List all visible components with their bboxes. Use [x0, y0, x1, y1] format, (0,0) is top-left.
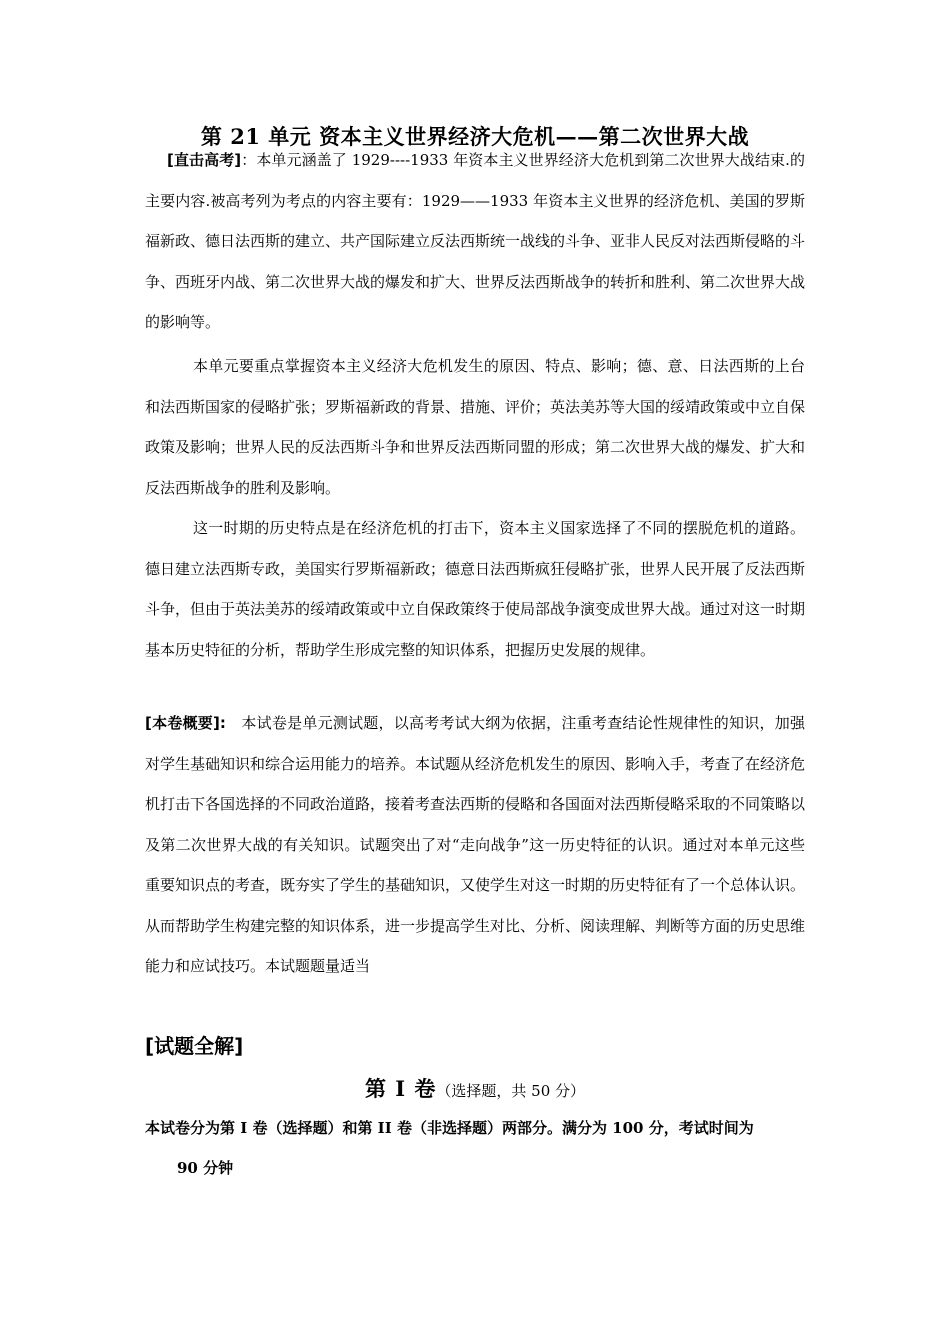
intro-paragraph	[145, 140, 805, 343]
instruction-line-1: 本试卷分为第 I 卷（选择题）和第 II 卷（非选择题）两部分。满分为 100 分，考试时间为	[145, 1119, 754, 1137]
overview-paragraph	[145, 703, 805, 987]
overview-tag: [本卷概要]:	[145, 714, 226, 732]
key-points-paragraph: 本单元要重点掌握资本主义经济大危机发生的原因、特点、影响；德、意、日法西斯的上台和法西斯国家的侵略扩张；罗斯福新政的背景、措施、评价；英法美苏等大国的绥靖政策或中立自保政策及影响；世界人民的反法西斯斗争和世界反法西斯同盟的形成；第二次世界大战的爆发、扩大和反法西斯战争的胜利及影响。	[145, 357, 806, 497]
part-title: 第 I 卷	[364, 1076, 437, 1101]
overview-text: 本试卷是单元测试题，以高考考试大纲为依据，注重考查结论性规律性的知识，加强对学生基础知识和综合运用能力的培养。本试题从经济危机发生的原因、影响入手，考查了在经济危机打击下各国选择的不同政治道路，接着考查法西斯的侵略和各国面对法西斯侵略采取的不同策略以及第二次世界大战的有关知识。试题突出了对“走向战争”这一历史特征的认识。通过对本单元这些重要知识点的考查，既夯实了学生的基础知识，又使学生对这一时期的历史特征有了一个总体认识。从而帮助学生构建完整的知识体系，进一步提高学生对比、分析、阅读理解、判断等方面的历史思维能力和应试技巧。本试题题量适当	[145, 714, 806, 975]
intro-tag: [直击高考]	[167, 151, 242, 169]
exam-instruction	[145, 1108, 815, 1188]
historical-features-paragraph: 这一时期的历史特点是在经济危机的打击下，资本主义国家选择了不同的摆脱危机的道路。德日建立法西斯专政，美国实行罗斯福新政；德意日法西斯疯狂侵略扩张，世界人民开展了反法西斯斗争，但由于英法美苏的绥靖政策或中立自保政策终于使局部战争演变成世界大战。通过对这一时期基本历史特征的分析，帮助学生形成完整的知识体系，把握历史发展的规律。	[145, 519, 806, 659]
document-title: 第 21 单元 资本主义世界经济大危机——第二次世界大战	[200, 124, 750, 149]
part-heading	[0, 1073, 950, 1103]
part-subtitle: （选择题，共 50 分）	[436, 1082, 586, 1100]
intro-text: ：本单元涵盖了 1929----1933 年资本主义世界经济大危机到第二次世界大战结束.的主要内容.被高考列为考点的内容主要有：1929——1933 年资本主义世界的经济危机、美国的罗斯福新政、德日法西斯的建立、共产国际建立反法西斯统一战线的斗争、亚非人民反对法西斯侵略的斗争、西班牙内战、第二次世界大战的爆发和扩大、世界反法西斯战争的转折和胜利、第二次世界大战的影响等。	[145, 151, 806, 331]
section-heading: [试题全解]	[145, 1034, 244, 1058]
instruction-line-2: 90 分钟	[177, 1159, 234, 1177]
